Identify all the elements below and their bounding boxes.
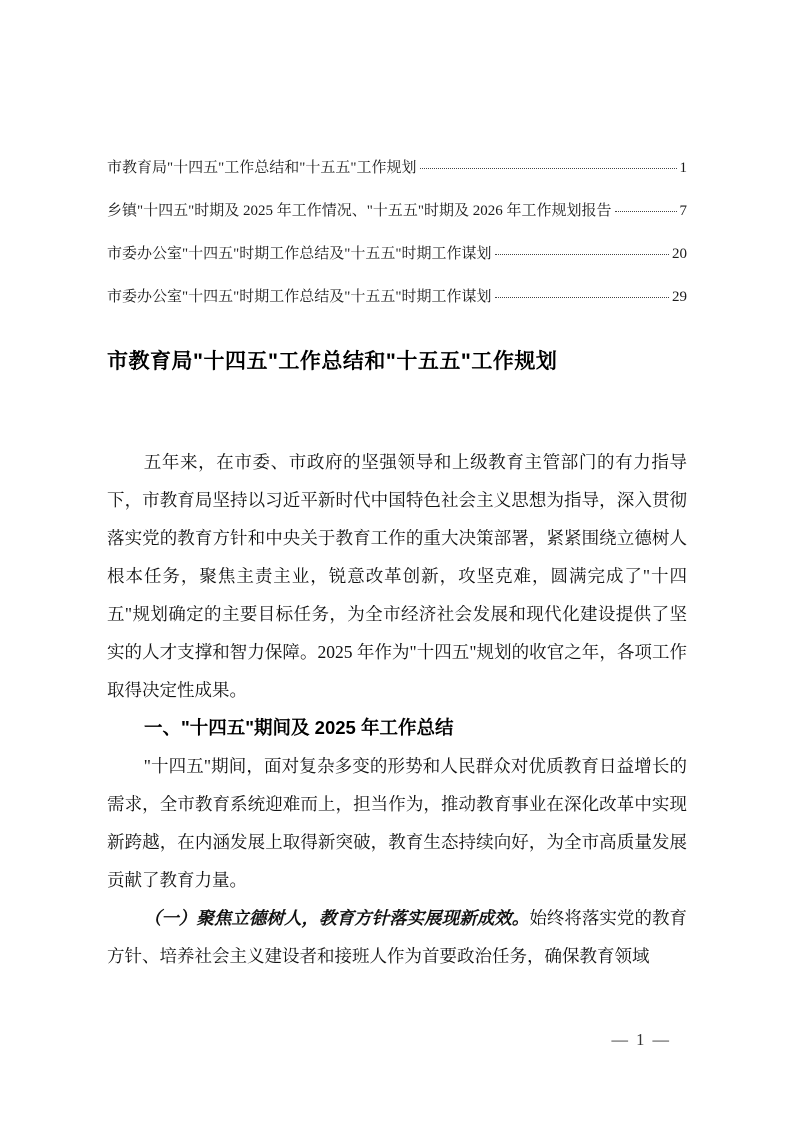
item-paragraph	[107, 899, 687, 975]
toc-entry-title: 市委办公室"十四五"时期工作总结及"十五五"时期工作谋划	[107, 289, 492, 305]
toc-dot-leader	[495, 297, 670, 298]
toc-page-number: 7	[679, 203, 687, 219]
item-lead-emphasis: （一）聚焦立德树人，教育方针落实展现新成效。	[143, 908, 530, 928]
toc-page-number: 1	[679, 160, 687, 176]
article	[107, 347, 687, 975]
intro-paragraph: 五年来，在市委、市政府的坚强领导和上级教育主管部门的有力指导下，市教育局坚持以习近平新时代中国特色社会主义思想为指导，深入贯彻落实党的教育方针和中央关于教育工作的重大决策部署，紧紧围绕立德树人根本任务，聚焦主责主业，锐意改革创新，攻坚克难，圆满完成了"十四五"规划确定的主要目标任务，为全市经济社会发展和现代化建设提供了坚实的人才支撑和智力保障。2025 年作为"十四五"规划的收官之年，各项工作取得决定性成果。	[107, 452, 687, 700]
toc-entry[interactable]	[107, 158, 687, 178]
toc-dot-leader	[495, 254, 670, 255]
toc-entry[interactable]	[107, 287, 687, 307]
toc-entry-title: 市委办公室"十四五"时期工作总结及"十五五"时期工作谋划	[107, 246, 492, 262]
toc-dot-leader	[615, 211, 677, 212]
page-footer	[612, 1028, 672, 1052]
article-title: 市教育局"十四五"工作总结和"十五五"工作规划	[107, 350, 558, 373]
toc-page-number: 29	[672, 289, 687, 305]
table-of-contents	[107, 158, 687, 307]
item-body-text: 始终将落实党的教育方针、培养社会主义建设者和接班人作为首要政治任务，确保教育领域	[107, 908, 688, 966]
section-heading: 一、"十四五"期间及 2025 年工作总结	[144, 717, 454, 738]
section-paragraph: "十四五"期间，面对复杂多变的形势和人民群众对优质教育日益增长的需求，全市教育系统迎难而上，担当作为，推动教育事业在深化改革中实现新跨越，在内涵发展上取得新突破，教育生态持续向好，为全市高质量发展贡献了教育力量。	[107, 756, 687, 890]
page-number: — 1 —	[611, 1030, 671, 1049]
toc-entry[interactable]	[107, 244, 687, 264]
toc-entry-title: 乡镇"十四五"时期及 2025 年工作情况、"十五五"时期及 2026 年工作规划报告	[107, 203, 612, 219]
toc-dot-leader	[420, 168, 677, 169]
toc-entry-title: 市教育局"十四五"工作总结和"十五五"工作规划	[107, 160, 417, 176]
toc-page-number: 20	[672, 246, 687, 262]
toc-entry[interactable]	[107, 201, 687, 221]
